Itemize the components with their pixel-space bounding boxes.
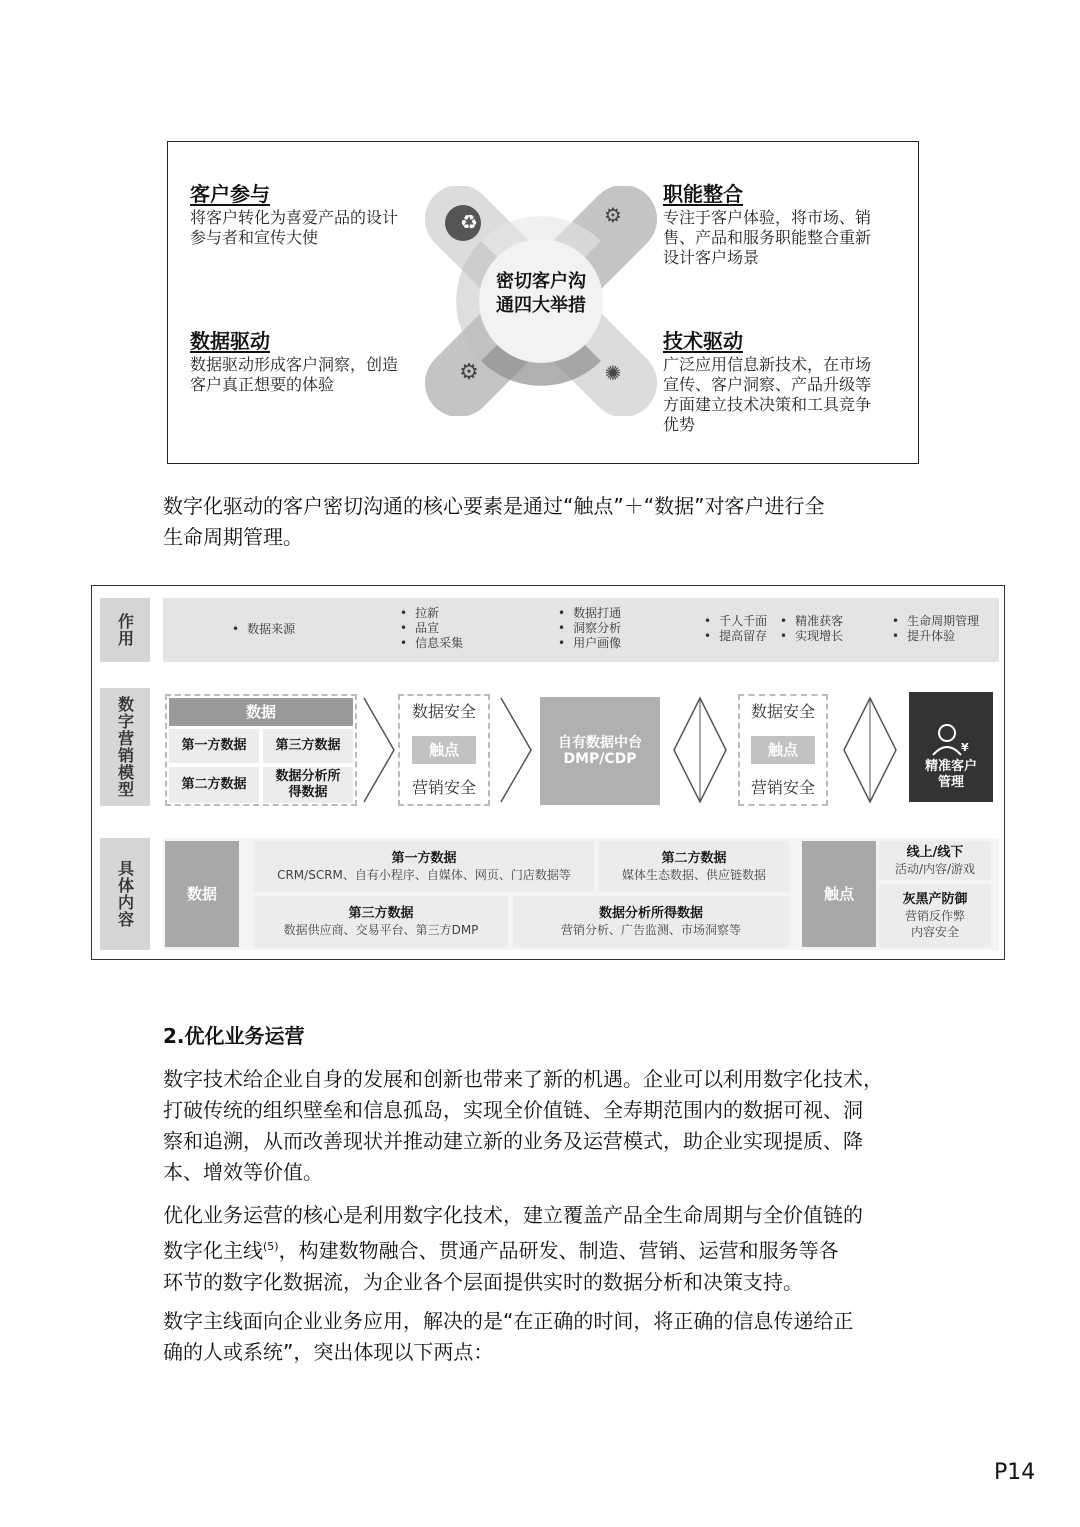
- x-center-text: 密切客户沟 通四大举措: [496, 271, 586, 316]
- content-first-party: 第一方数据 CRM/SCRM、自有小程序、自媒体、网页、门店数据等: [254, 841, 594, 892]
- role-group-5: • 精准获客 • 实现增长: [780, 614, 843, 644]
- paragraph-digital-thread: 优化业务运营的核心是利用数字化技术，建立覆盖产品全生命周期与全价值链的 数字化主线$^{(5)}$，构建数物融合、贯通产品研发、制造、营销、运营和服务等各 环节的数字化数据流，为企业各个层面提供实时的数据分析和决策支持。: [163, 1203, 863, 1294]
- page-number: P14: [994, 1460, 1036, 1485]
- molecule-icon: ✺: [604, 361, 622, 385]
- role-group-4: • 千人千面 • 提高留存: [704, 614, 767, 644]
- role-group-2: • 拉新 • 品宣 • 信息采集: [400, 606, 463, 651]
- data-hub-dmp-cdp: 自有数据中台 DMP/CDP: [540, 697, 660, 805]
- content-analysis: 数据分析所得数据 营销分析、广告监测、市场洞察等: [513, 896, 789, 947]
- quadrant-title-data-driven: 数据驱动: [190, 329, 270, 353]
- quadrant-desc-function-integration: 专注于客户体验，将市场、销 售、产品和服务职能整合重新 设计客户场景: [663, 208, 872, 267]
- data-cell-third-party: 第三方数据: [263, 729, 353, 763]
- data-cell-first-party: 第一方数据: [169, 729, 259, 763]
- gate2-touchpoint: 触点: [751, 736, 815, 764]
- quadrant-desc-tech-driven: 广泛应用信息新技术，在市场 宣传、客户洞察、产品升级等 方面建立技术决策和工具竞争 优势: [663, 355, 872, 434]
- content-data-label: 数据: [165, 841, 239, 947]
- recycle-icon: ♻: [460, 210, 478, 234]
- marketing-model-figure: [91, 585, 1005, 960]
- content-touchpoint-label: 触点: [802, 841, 876, 947]
- content-third-party: 第三方数据 数据供应商、交易平台、第三方DMP: [254, 896, 508, 947]
- precise-customer-management: ¥ 精准客户 管理: [909, 692, 993, 802]
- footnote-ref: (5): [263, 1240, 279, 1253]
- section-heading: 2.优化业务运营: [163, 1024, 305, 1048]
- content-online-offline: 线上/线下 活动/内容/游戏: [879, 841, 991, 880]
- svg-text:¥: ¥: [961, 741, 969, 754]
- paragraph-digital-opportunity: 数字技术给企业自身的发展和创新也带来了新的机遇。企业可以利用数字化技术， 打破传统的组织壁垒和信息孤岛，实现全价值链、全寿期范围内的数据可视、洞 察和追溯，从而改善现状并推动建立新的业务及运营模式，助企业实现提质、降 本、增效等价值。: [163, 1067, 883, 1184]
- gate2-marketing-security: 营销安全: [750, 778, 815, 797]
- quadrant-title-customer-participation: 客户参与: [190, 182, 270, 206]
- customer-yen-icon: [931, 721, 971, 759]
- data-block-header: 数据: [169, 698, 353, 726]
- arrow-both-2: [840, 694, 900, 806]
- role-group-3: • 数据打通 • 洞察分析 • 用户画像: [558, 606, 621, 651]
- gate2-data-security: 数据安全: [750, 702, 815, 721]
- gate1-touchpoint: 触点: [412, 736, 476, 764]
- arrow-right-2: [497, 694, 537, 806]
- row-label-content: 具体内容: [100, 838, 150, 950]
- arrow-right-1: [360, 694, 400, 806]
- quadrant-title-tech-driven: 技术驱动: [663, 329, 743, 353]
- role-group-6: • 生命周期管理 • 提升体验: [892, 614, 979, 644]
- row-label-role: 作用: [100, 598, 150, 662]
- quadrant-title-function-integration: 职能整合: [663, 182, 743, 206]
- content-gray-black-defense: 灰黑产防御 营销反作弊 内容安全: [879, 884, 991, 947]
- four-measures-figure: [167, 141, 919, 464]
- data-cell-second-party: 第二方数据: [169, 767, 259, 803]
- person-gear-icon: ⚙: [459, 360, 479, 385]
- network-icon: ⚙: [604, 203, 622, 227]
- role-group-1: • 数据来源: [232, 622, 295, 637]
- gate1-data-security: 数据安全: [411, 702, 476, 721]
- gate1-marketing-security: 营销安全: [411, 778, 476, 797]
- quadrant-desc-data-driven: 数据驱动形成客户洞察，创造 客户真正想要的体验: [190, 355, 399, 394]
- quadrant-desc-customer-participation: 将客户转化为喜爱产品的设计 参与者和宣传大使: [190, 208, 399, 247]
- content-second-party: 第二方数据 媒体生态数据、供应链数据: [599, 841, 789, 892]
- paragraph-touchpoint-data: 数字化驱动的客户密切沟通的核心要素是通过“触点”＋“数据”对客户进行全 生命周期管理。: [163, 494, 825, 549]
- paragraph-right-info: 数字主线面向企业业务应用，解决的是“在正确的时间，将正确的信息传递给正 确的人或系统”，突出体现以下两点：: [163, 1309, 854, 1364]
- row-label-model: 数字营销模型: [100, 688, 150, 806]
- arrow-both-1: [670, 694, 730, 806]
- data-cell-analysis: 数据分析所得数据: [263, 767, 353, 803]
